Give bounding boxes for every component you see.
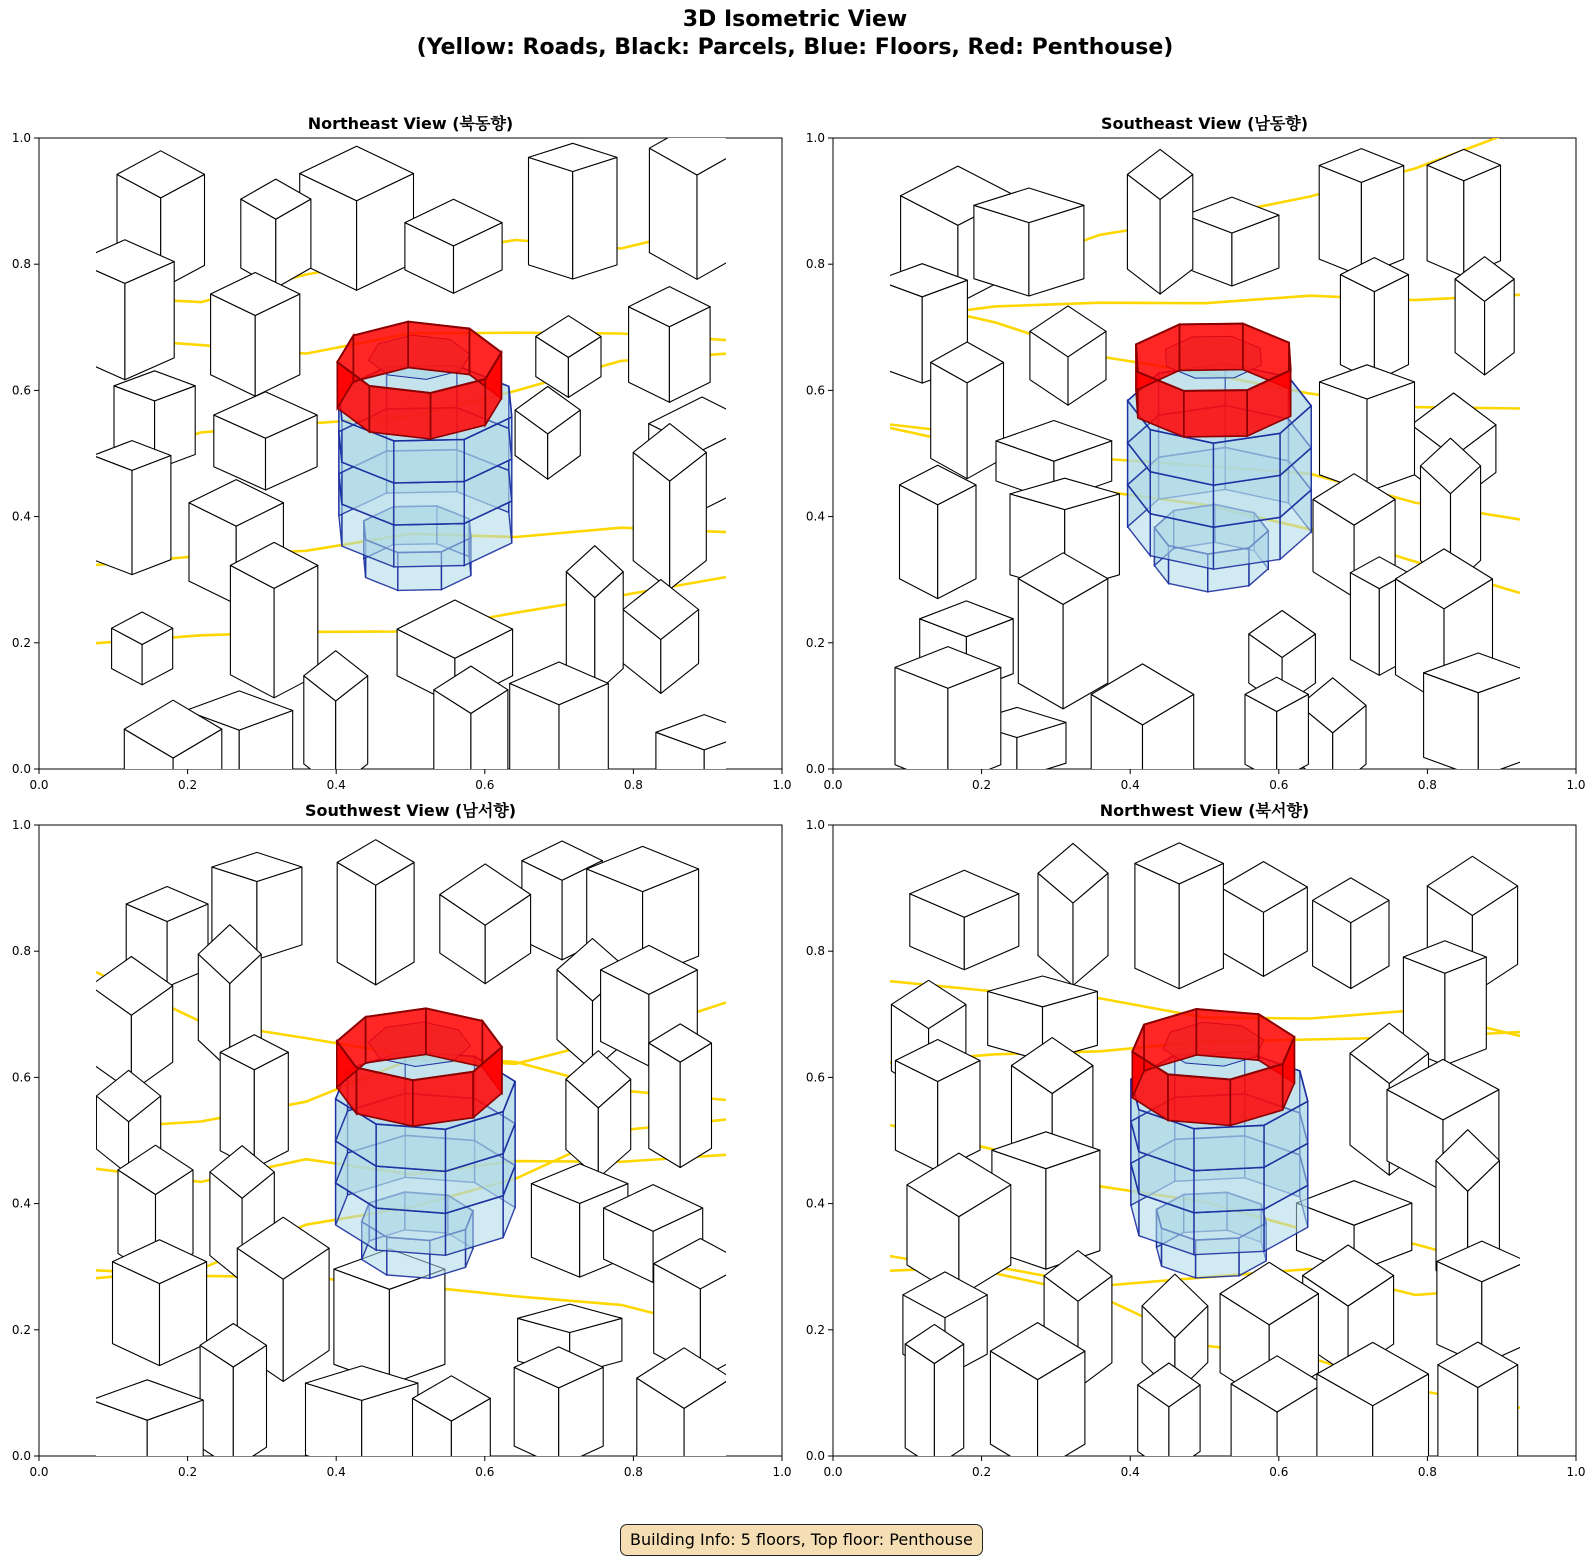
parcel-face <box>93 456 132 575</box>
floor-face <box>394 440 464 483</box>
panel-title: Southeast View (남동향) <box>1100 114 1309 133</box>
y-tick-label: 0.8 <box>805 257 825 272</box>
parcel-face <box>649 1043 680 1168</box>
y-tick-label: 0.2 <box>11 1322 31 1337</box>
parcel-face <box>1046 1150 1100 1269</box>
y-tick-label: 0.6 <box>805 383 825 398</box>
floor-face <box>1194 1167 1264 1212</box>
y-tick-label: 0.2 <box>805 635 825 650</box>
y-tick-label: 0.4 <box>805 509 825 524</box>
y-tick-label: 0.0 <box>805 762 825 776</box>
penthouse-wall <box>1180 324 1243 371</box>
x-tick-label: 0.0 <box>29 778 49 792</box>
y-tick-label: 1.0 <box>805 131 825 145</box>
x-tick-label: 0.4 <box>326 1465 346 1479</box>
parcel-face <box>1179 863 1223 988</box>
penthouse-wall <box>1184 390 1247 437</box>
penthouse-wall <box>369 386 430 439</box>
y-tick-label: 0.0 <box>805 1449 825 1463</box>
building-info-box: Building Info: 5 floors, Top floor: Penthouse <box>620 1524 983 1556</box>
x-tick-label: 0.0 <box>823 1465 843 1479</box>
figure-title-line-1: 3D Isometric View <box>682 7 908 32</box>
parcel-face <box>1374 275 1408 382</box>
y-tick-label: 0.4 <box>11 509 31 524</box>
x-tick-label: 0.6 <box>475 1465 495 1479</box>
parcel-face <box>132 456 171 575</box>
y-tick-label: 0.8 <box>805 944 825 959</box>
parcel-face <box>254 1052 288 1168</box>
y-tick-label: 0.6 <box>805 1070 825 1085</box>
penthouse-wall <box>1168 1074 1230 1125</box>
parcel-face <box>680 1043 711 1168</box>
panel-1 <box>12 114 792 809</box>
parcel-face <box>1361 166 1403 277</box>
floor-face <box>1194 1209 1264 1254</box>
panel-3 <box>12 801 792 1501</box>
parcel-face <box>1445 957 1486 1065</box>
parcel-face <box>529 157 573 279</box>
y-tick-label: 0.0 <box>11 1449 31 1463</box>
parcel-face <box>1367 382 1415 492</box>
y-tick-label: 0.6 <box>11 383 31 398</box>
panel-4 <box>806 801 1586 1504</box>
panel-title: Northwest View (북서향) <box>1099 801 1310 820</box>
penthouse-wall <box>1196 1009 1258 1060</box>
floor-face <box>376 1208 445 1255</box>
x-tick-label: 0.4 <box>1120 1465 1140 1479</box>
x-tick-label: 0.2 <box>972 778 992 792</box>
x-tick-label: 0.0 <box>29 1465 49 1479</box>
parcel-face <box>573 157 617 279</box>
y-tick-label: 0.4 <box>805 1196 825 1211</box>
x-tick-label: 0.8 <box>623 778 643 792</box>
x-tick-label: 0.6 <box>475 778 495 792</box>
x-tick-label: 1.0 <box>772 778 792 792</box>
parcel-face <box>1320 382 1368 492</box>
parcel-face <box>257 867 302 960</box>
y-tick-label: 1.0 <box>11 131 31 145</box>
y-tick-label: 0.2 <box>805 1322 825 1337</box>
parcel-face <box>1350 573 1379 676</box>
floor-face <box>376 1124 445 1171</box>
x-tick-label: 1.0 <box>1566 778 1586 792</box>
target-building <box>1131 1009 1308 1278</box>
x-tick-label: 0.4 <box>326 778 346 792</box>
x-tick-label: 0.6 <box>1269 1465 1289 1479</box>
parcel-face <box>1427 165 1464 276</box>
y-tick-label: 0.8 <box>11 944 31 959</box>
y-tick-label: 1.0 <box>11 818 31 832</box>
parcel-face <box>905 1344 934 1467</box>
y-tick-label: 0.2 <box>11 635 31 650</box>
penthouse-wall <box>408 322 469 375</box>
y-tick-label: 1.0 <box>805 818 825 832</box>
figure-title-line-2: (Yellow: Roads, Black: Parcels, Blue: Floors, Red: Penthouse) <box>416 35 1174 60</box>
floor-face <box>376 1166 445 1213</box>
y-tick-label: 0.6 <box>11 1070 31 1085</box>
target-building <box>336 1008 515 1278</box>
parcel-face <box>1319 166 1361 277</box>
x-tick-label: 0.2 <box>178 1465 198 1479</box>
x-tick-label: 0.8 <box>1417 778 1437 792</box>
y-tick-label: 0.4 <box>11 1196 31 1211</box>
x-tick-label: 0.8 <box>623 1465 643 1479</box>
target-building <box>337 322 512 591</box>
x-tick-label: 1.0 <box>772 1465 792 1479</box>
panel-2 <box>806 114 1586 803</box>
x-tick-label: 0.2 <box>972 1465 992 1479</box>
x-tick-label: 1.0 <box>1566 1465 1586 1479</box>
parcel-face <box>1135 863 1179 988</box>
floor-face <box>394 524 464 567</box>
y-tick-label: 0.0 <box>11 762 31 776</box>
parcel-face <box>934 1344 963 1467</box>
x-tick-label: 0.2 <box>178 778 198 792</box>
floor-face <box>1194 1125 1264 1170</box>
floor-face <box>394 482 464 525</box>
panel-title: Southwest View (남서향) <box>304 801 517 820</box>
panel-title: Northeast View (북동향) <box>307 114 514 133</box>
x-tick-label: 0.6 <box>1269 778 1289 792</box>
x-tick-label: 0.0 <box>823 778 843 792</box>
x-tick-label: 0.4 <box>1120 778 1140 792</box>
target-building <box>1128 324 1312 592</box>
y-tick-label: 0.8 <box>11 257 31 272</box>
x-tick-label: 0.8 <box>1417 1465 1437 1479</box>
